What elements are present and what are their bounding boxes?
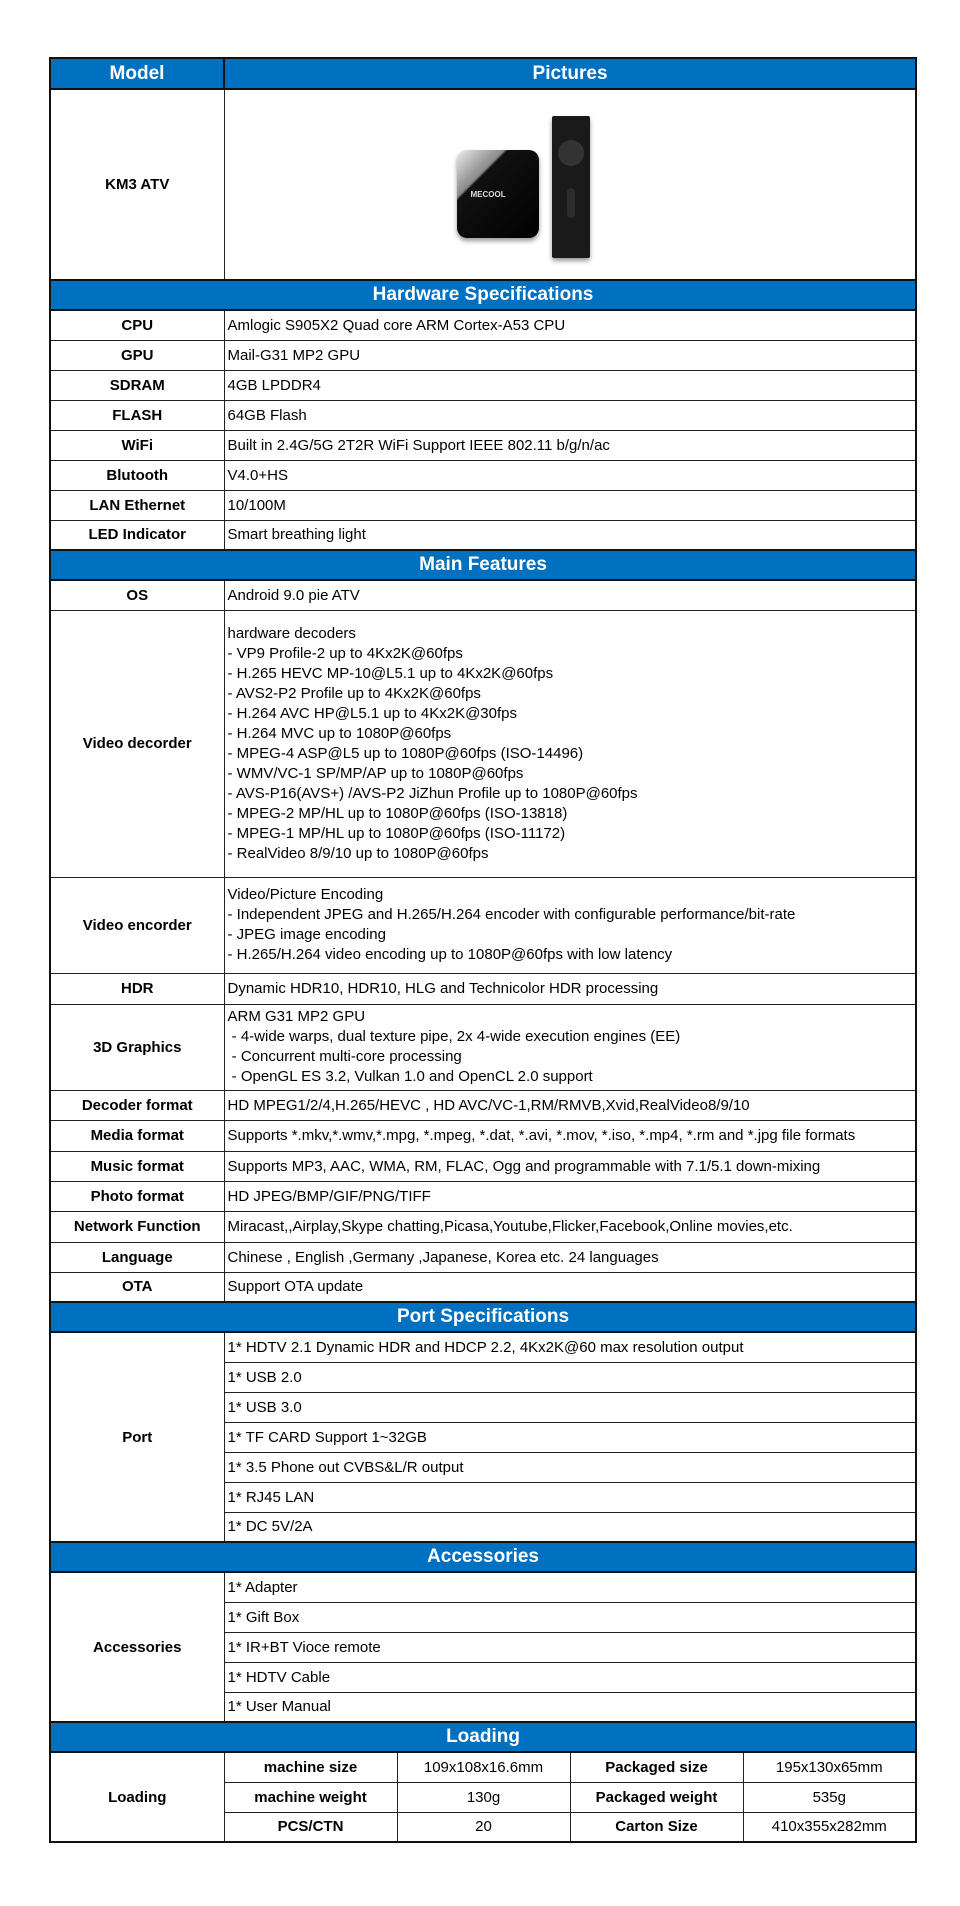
spec-table bbox=[49, 57, 917, 1843]
spec-value: Built in 2.4G/5G 2T2R WiFi Support IEEE 802.11 b/g/n/ac bbox=[224, 430, 916, 460]
loading-value: 20 bbox=[397, 1812, 570, 1842]
spec-label: LAN Ethernet bbox=[50, 490, 224, 520]
spec-value: ARM G31 MP2 GPU - 4-wide warps, dual texture pipe, 2x 4-wide execution engines (EE) - Concurrent multi-core processing - OpenGL ES 3.2, Vulkan 1.0 and OpenCL 2.0 support bbox=[224, 1004, 916, 1090]
spec-label: LED Indicator bbox=[50, 520, 224, 550]
spec-value: 10/100M bbox=[224, 490, 916, 520]
spec-label: CPU bbox=[50, 310, 224, 340]
accessories-section-header: Accessories bbox=[50, 1542, 916, 1572]
spec-label: FLASH bbox=[50, 400, 224, 430]
spec-label: Photo format bbox=[50, 1181, 224, 1211]
spec-label: Decoder format bbox=[50, 1090, 224, 1120]
tv-box-image bbox=[457, 150, 539, 238]
list-row bbox=[50, 1572, 916, 1602]
loading-key: Carton Size bbox=[570, 1812, 743, 1842]
loading-value: 535g bbox=[743, 1782, 916, 1812]
spec-value: Smart breathing light bbox=[224, 520, 916, 550]
accessories-label: Accessories bbox=[50, 1572, 224, 1722]
spec-value: Support OTA update bbox=[224, 1272, 916, 1302]
spec-label: Music format bbox=[50, 1151, 224, 1181]
list-item: 1* Adapter bbox=[224, 1572, 916, 1602]
spec-row bbox=[50, 430, 916, 460]
port-section-header: Port Specifications bbox=[50, 1302, 916, 1332]
loading-value: 109x108x16.6mm bbox=[397, 1752, 570, 1782]
spec-row bbox=[50, 877, 916, 973]
spec-row bbox=[50, 1120, 916, 1151]
list-item: 1* TF CARD Support 1~32GB bbox=[224, 1422, 916, 1452]
list-item: 1* HDTV Cable bbox=[224, 1662, 916, 1692]
loading-key: Packaged size bbox=[570, 1752, 743, 1782]
spec-row bbox=[50, 460, 916, 490]
spec-label: 3D Graphics bbox=[50, 1004, 224, 1090]
spec-row bbox=[50, 340, 916, 370]
loading-label: Loading bbox=[50, 1752, 224, 1842]
spec-label: OS bbox=[50, 580, 224, 610]
list-item: 1* 3.5 Phone out CVBS&L/R output bbox=[224, 1452, 916, 1482]
list-row bbox=[50, 1332, 916, 1362]
features-section-header: Main Features bbox=[50, 550, 916, 580]
spec-value: Amlogic S905X2 Quad core ARM Cortex-A53 CPU bbox=[224, 310, 916, 340]
spec-row bbox=[50, 1272, 916, 1302]
list-item: 1* HDTV 2.1 Dynamic HDR and HDCP 2.2, 4Kx2K@60 max resolution output bbox=[224, 1332, 916, 1362]
spec-row bbox=[50, 1151, 916, 1181]
spec-row bbox=[50, 310, 916, 340]
spec-value: Mail-G31 MP2 GPU bbox=[224, 340, 916, 370]
loading-section-header: Loading bbox=[50, 1722, 916, 1752]
spec-label: GPU bbox=[50, 340, 224, 370]
loading-value: 195x130x65mm bbox=[743, 1752, 916, 1782]
spec-value: HD JPEG/BMP/GIF/PNG/TIFF bbox=[224, 1181, 916, 1211]
spec-row bbox=[50, 400, 916, 430]
spec-label: Language bbox=[50, 1242, 224, 1272]
hardware-section-header: Hardware Specifications bbox=[50, 280, 916, 310]
spec-value: Miracast,,Airplay,Skype chatting,Picasa,Youtube,Flicker,Facebook,Online movies,etc. bbox=[224, 1211, 916, 1242]
spec-row bbox=[50, 1004, 916, 1090]
loading-key: PCS/CTN bbox=[224, 1812, 397, 1842]
spec-value: Chinese , English ,Germany ,Japanese, Korea etc. 24 languages bbox=[224, 1242, 916, 1272]
loading-value: 130g bbox=[397, 1782, 570, 1812]
spec-value: Android 9.0 pie ATV bbox=[224, 580, 916, 610]
remote-control-image bbox=[552, 116, 590, 258]
loading-key: Packaged weight bbox=[570, 1782, 743, 1812]
spec-label: Video encorder bbox=[50, 877, 224, 973]
spec-value: Video/Picture Encoding - Independent JPEG and H.265/H.264 encoder with configurable performance/bit-rate - JPEG image encoding - H.265/H.264 video encoding up to 1080P@60fps with low latency bbox=[224, 877, 916, 973]
spec-label: Media format bbox=[50, 1120, 224, 1151]
spec-label: WiFi bbox=[50, 430, 224, 460]
spec-row bbox=[50, 580, 916, 610]
spec-value: 64GB Flash bbox=[224, 400, 916, 430]
loading-value: 410x355x282mm bbox=[743, 1812, 916, 1842]
spec-label: SDRAM bbox=[50, 370, 224, 400]
list-item: 1* User Manual bbox=[224, 1692, 916, 1722]
spec-value: 4GB LPDDR4 bbox=[224, 370, 916, 400]
spec-row bbox=[50, 1211, 916, 1242]
loading-key: machine size bbox=[224, 1752, 397, 1782]
spec-value: V4.0+HS bbox=[224, 460, 916, 490]
spec-value: hardware decoders - VP9 Profile-2 up to 4Kx2K@60fps - H.265 HEVC MP-10@L5.1 up to 4Kx2K@60fps - AVS2-P2 Profile up to 4Kx2K@60fps - H.264 AVC HP@L5.1 up to 4Kx2K@30fps - H.264 MVC up to 1080P@60fps - MPEG-4 ASP@L5 up to 1080P@60fps (ISO-14496) - WMV/VC-1 SP/MP/AP up to 1080P@60fps - AVS-P16(AVS+) /AVS-P2 JiZhun Profile up to 1080P@60fps - MPEG-2 MP/HL up to 1080P@60fps (ISO-13818) - MPEG-1 MP/HL up to 1080P@60fps (ISO-11172) - RealVideo 8/9/10 up to 1080P@60fps bbox=[224, 610, 916, 877]
list-item: 1* USB 3.0 bbox=[224, 1392, 916, 1422]
loading-key: machine weight bbox=[224, 1782, 397, 1812]
list-item: 1* Gift Box bbox=[224, 1602, 916, 1632]
spec-value: HD MPEG1/2/4,H.265/HEVC , HD AVC/VC-1,RM/RMVB,Xvid,RealVideo8/9/10 bbox=[224, 1090, 916, 1120]
list-item: 1* IR+BT Vioce remote bbox=[224, 1632, 916, 1662]
model-column-header: Model bbox=[50, 58, 224, 89]
list-item: 1* USB 2.0 bbox=[224, 1362, 916, 1392]
spec-row bbox=[50, 610, 916, 877]
spec-label: Blutooth bbox=[50, 460, 224, 490]
spec-label: OTA bbox=[50, 1272, 224, 1302]
pictures-column-header: Pictures bbox=[224, 58, 916, 89]
model-name: KM3 ATV bbox=[50, 89, 224, 280]
spec-label: Network Function bbox=[50, 1211, 224, 1242]
spec-value: Supports *.mkv,*.wmv,*.mpg, *.mpeg, *.dat, *.avi, *.mov, *.iso, *.mp4, *.rm and *.jpg file formats bbox=[224, 1120, 916, 1151]
spec-label: Video decorder bbox=[50, 610, 224, 877]
spec-label: HDR bbox=[50, 973, 224, 1004]
spec-row bbox=[50, 1242, 916, 1272]
spec-value: Dynamic HDR10, HDR10, HLG and Technicolor HDR processing bbox=[224, 973, 916, 1004]
spec-value: Supports MP3, AAC, WMA, RM, FLAC, Ogg and programmable with 7.1/5.1 down-mixing bbox=[224, 1151, 916, 1181]
spec-row bbox=[50, 1090, 916, 1120]
list-item: 1* RJ45 LAN bbox=[224, 1482, 916, 1512]
box-logo: MECOOL bbox=[470, 190, 506, 199]
spec-row bbox=[50, 490, 916, 520]
product-picture-cell bbox=[224, 89, 916, 280]
spec-row bbox=[50, 370, 916, 400]
port-label: Port bbox=[50, 1332, 224, 1542]
spec-row bbox=[50, 1181, 916, 1211]
product-image bbox=[225, 90, 916, 279]
loading-row bbox=[50, 1752, 916, 1782]
list-item: 1* DC 5V/2A bbox=[224, 1512, 916, 1542]
spec-row bbox=[50, 973, 916, 1004]
spec-row bbox=[50, 520, 916, 550]
